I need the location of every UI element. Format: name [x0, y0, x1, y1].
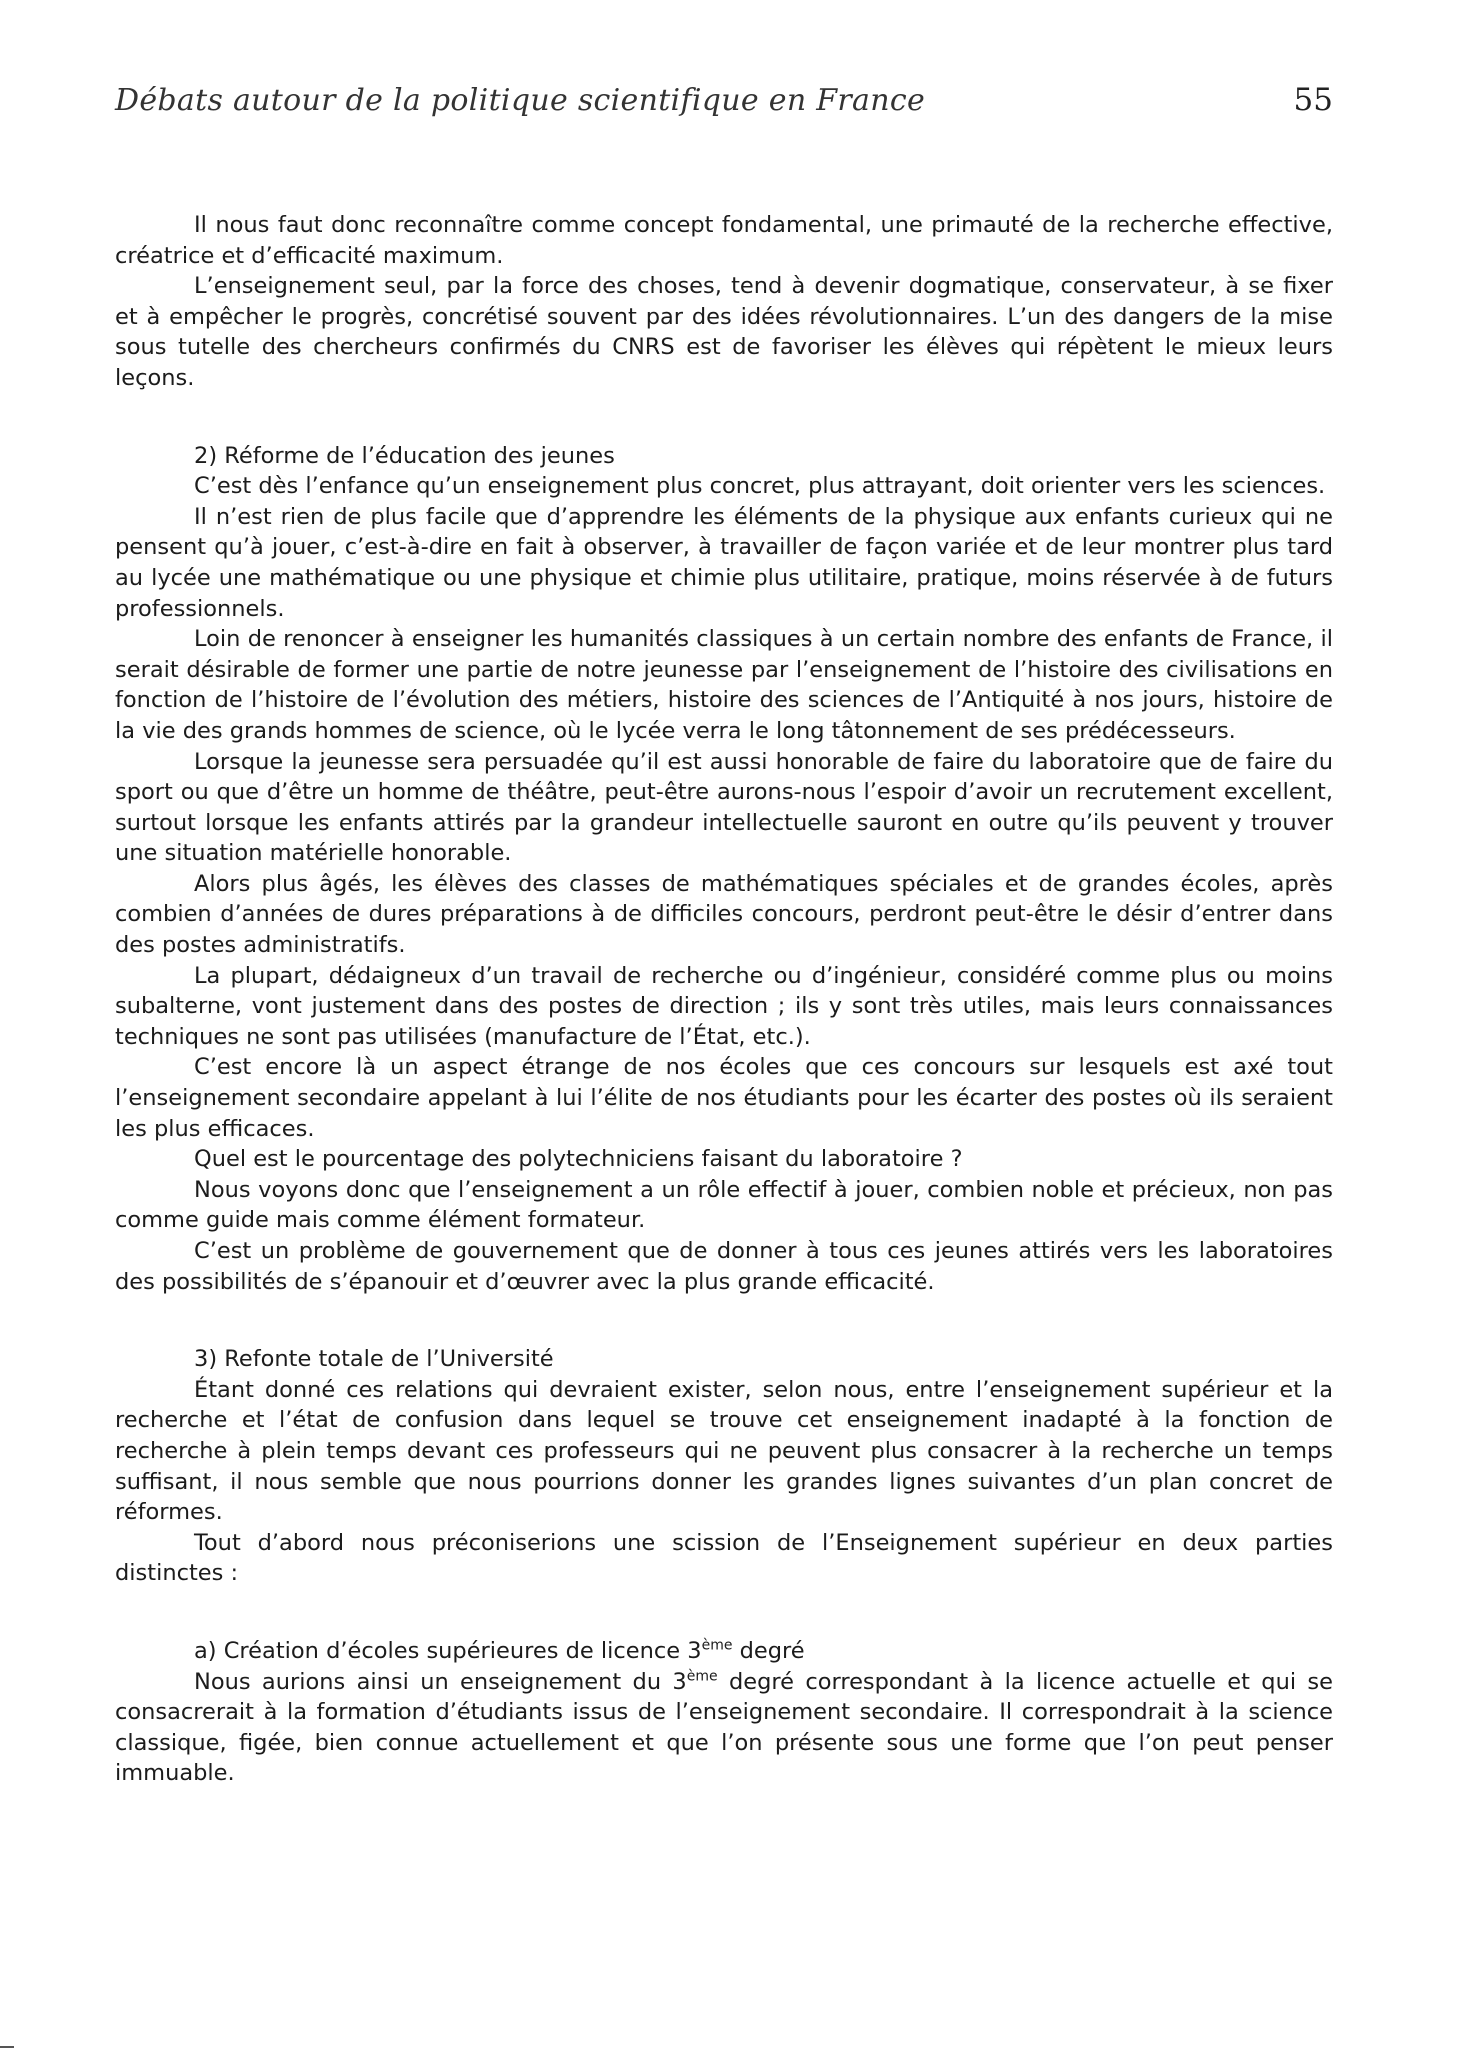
paragraph-text: degré correspondant à la licence actuelle et qui se consacrerait à la formation d’étudiants issus de l’enseignement secondaire. Il correspondrait à la science classique, figée, bien connue actuellement et que l’on présente sous une forme que l’on peut penser immuable. — [115, 1668, 1334, 1787]
paragraph: Il nous faut donc reconnaître comme concept fondamental, une primauté de la recherche effective, créatrice et d’efficacité maximum. — [115, 212, 1333, 269]
heading-text: a) Création d’écoles supérieures de licence 3 — [194, 1637, 702, 1664]
section-gap — [115, 1297, 1333, 1344]
paragraph: Lorsque la jeunesse sera persuadée qu’il est aussi honorable de faire du laboratoire que de faire du sport ou que d’être un homme de théâtre, peut-être aurons-nous l’espoir d’avoir un recrutement excellent, surtout lorsque les enfants attirés par la grandeur intellectuelle sauront en outre qu’ils peuvent y trouver une situation matérielle honorable. — [115, 748, 1333, 867]
paragraph: C’est un problème de gouvernement que de donner à tous ces jeunes attirés vers les laboratoires des possibilités de s’épanouir et d’œuvrer avec la plus grande efficacité. — [115, 1238, 1333, 1295]
subsection-heading-a — [115, 1636, 1333, 1667]
paragraph-text: Nous aurions ainsi un enseignement du 3 — [194, 1668, 687, 1695]
running-title: Débats autour de la politique scientifique en France — [115, 83, 925, 118]
page-body — [115, 210, 1333, 1789]
section-gap — [115, 1589, 1333, 1636]
scan-edge-mark — [0, 2046, 14, 2048]
paragraph: Quel est le pourcentage des polytechniciens faisant du laboratoire ? — [194, 1146, 963, 1173]
paragraph: Tout d’abord nous préconiserions une scission de l’Enseignement supérieur en deux parties distinctes : — [115, 1529, 1333, 1587]
section-gap — [115, 394, 1333, 441]
paragraph: Étant donné ces relations qui devraient exister, selon nous, entre l’enseignement supérieur et la recherche et l’état de confusion dans lequel se trouve cet enseignement inadapté à la fonction de recherche à plein temps devant ces professeurs qui ne peuvent plus consacrer à la recherche un temps suffisant, il nous semble que nous pourrions donner les grandes lignes suivantes d’un plan concret de réformes. — [115, 1376, 1333, 1526]
paragraph: Alors plus âgés, les élèves des classes de mathématiques spéciales et de grandes écoles, après combien d’années de dures préparations à de difficiles concours, perdront peut-être le désir d’entrer dans des postes administratifs. — [115, 870, 1333, 959]
section-heading-3: 3) Refonte totale de l’Université — [194, 1346, 554, 1373]
heading-text: degré — [732, 1637, 805, 1664]
paragraph: C’est encore là un aspect étrange de nos écoles que ces concours sur lesquels est axé tout l’enseignement secondaire appelant à lui l’élite de nos étudiants pour les écarter des postes où ils seraient les plus efficaces. — [115, 1054, 1333, 1142]
paragraph: Nous voyons donc que l’enseignement a un rôle effectif à jouer, combien noble et précieux, non pas comme guide mais comme élément formateur. — [115, 1176, 1333, 1234]
paragraph: Il n’est rien de plus facile que d’apprendre les éléments de la physique aux enfants curieux qui ne pensent qu’à jouer, c’est-à-dire en fait à observer, à travailler de façon variée et de leur montrer plus tard au lycée une mathématique ou une physique et chimie plus utilitaire, pratique, moins réservée à de futurs professionnels. — [115, 503, 1333, 622]
section-heading-2: 2) Réforme de l’éducation des jeunes — [194, 442, 615, 469]
paragraph: Loin de renoncer à enseigner les humanités classiques à un certain nombre des enfants de France, il serait désirable de former une partie de notre jeunesse par l’enseignement de l’histoire des civilisations en fonction de l’histoire de l’évolution des métiers, histoire des sciences de l’Antiquité à nos jours, histoire de la vie des grands hommes de science, où le lycée verra le long tâtonnement de ses prédécesseurs. — [115, 626, 1333, 744]
paragraph — [115, 1667, 1333, 1789]
paragraph: L’enseignement seul, par la force des choses, tend à devenir dogmatique, conservateur, à se fixer et à empêcher le progrès, concrétisé souvent par des idées révolutionnaires. L’un des dangers de la mise sous tutelle des chercheurs confirmés du CNRS est de favoriser les élèves qui répètent le mieux leurs leçons. — [115, 273, 1333, 391]
paragraph: C’est dès l’enfance qu’un enseignement plus concret, plus attrayant, doit orienter vers les sciences. — [194, 473, 1326, 500]
page-number: 55 — [1293, 82, 1333, 118]
superscript: ème — [686, 1668, 718, 1685]
paragraph: La plupart, dédaigneux d’un travail de recherche ou d’ingénieur, considéré comme plus ou moins subalterne, vont justement dans des postes de direction ; ils y sont très utiles, mais leurs connaissances techniques ne sont pas utilisées (manufacture de l’État, etc.). — [115, 962, 1333, 1050]
running-header — [115, 82, 1333, 118]
superscript: ème — [701, 1637, 733, 1654]
